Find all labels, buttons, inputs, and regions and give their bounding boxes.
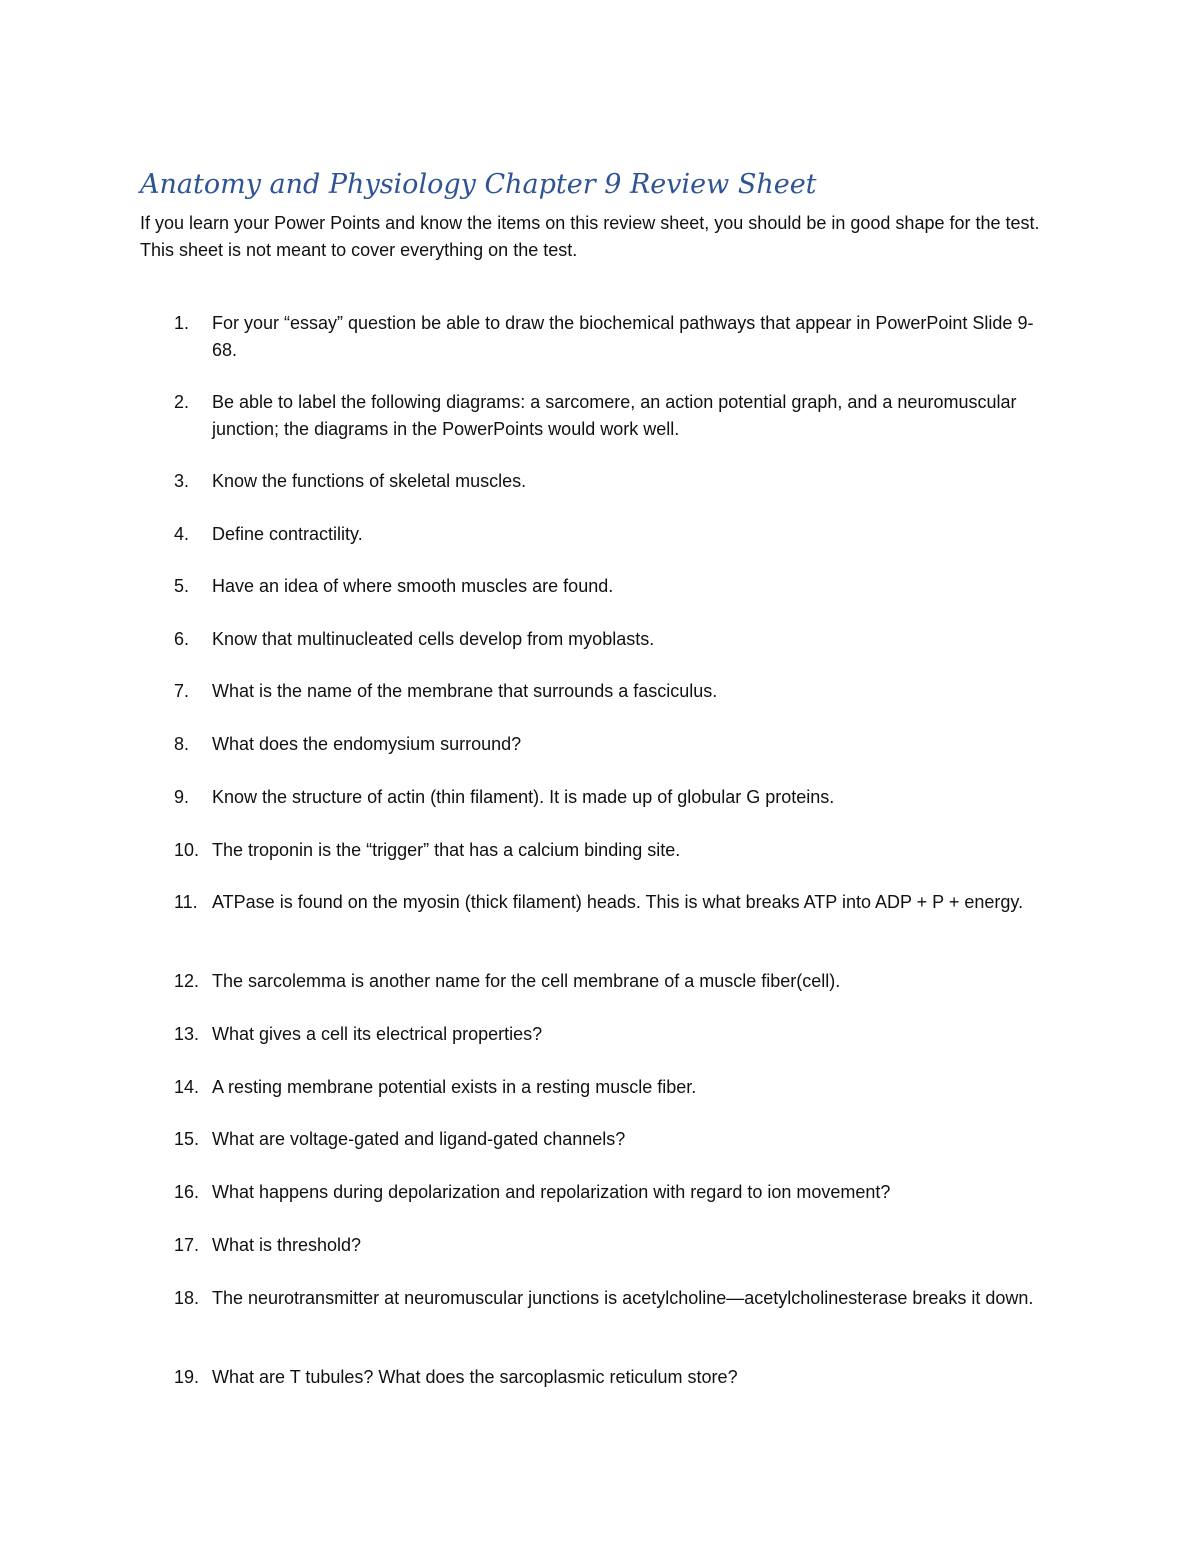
list-item [174,731,1054,758]
list-item-text: What are T tubules? What does the sarcoplasmic reticulum store? [212,1367,738,1387]
list-item [174,784,1054,811]
list-item-number: 6. [174,629,190,649]
list-item-number: 18. [174,1288,200,1308]
list-item-text: Have an idea of where smooth muscles are found. [212,576,614,596]
list-item-number: 11. [174,892,198,912]
list-item-text: The troponin is the “trigger” that has a calcium binding site. [212,840,681,860]
list-item [174,1179,1054,1206]
list-item [174,1021,1054,1048]
list-item-text: What are voltage-gated and ligand-gated channels? [212,1129,626,1149]
list-item [174,889,1054,916]
list-item [174,468,1054,495]
list-item-text: Know that multinucleated cells develop from myoblasts. [212,629,655,649]
list-item-number: 13. [174,1024,200,1044]
list-item [174,573,1054,600]
list-item [174,1285,1054,1312]
list-item-number: 15. [174,1129,200,1149]
list-item-text: What happens during depolarization and repolarization with regard to ion movement? [212,1182,891,1202]
list-item-number: 8. [174,734,190,754]
list-item-number: 3. [174,471,190,491]
list-item-number: 1. [174,313,190,333]
list-item-text: A resting membrane potential exists in a resting muscle fiber. [212,1077,697,1097]
list-item-text: ATPase is found on the myosin (thick filament) heads. This is what breaks ATP into ADP + P + energy. [212,892,1024,912]
list-item-text: What is the name of the membrane that surrounds a fasciculus. [212,681,718,701]
list-item-text: Define contractility. [212,524,363,544]
list-item [174,521,1054,548]
list-item-number: 10. [174,840,200,860]
list-item-text: What is threshold? [212,1235,362,1255]
list-item [174,1232,1054,1259]
list-item-text: The sarcolemma is another name for the cell membrane of a muscle fiber(cell). [212,971,841,991]
list-item [174,837,1054,864]
list-item [174,1074,1054,1101]
list-item [174,626,1054,653]
list-item-text: Know the structure of actin (thin filament). It is made up of globular G proteins. [212,787,835,807]
list-item [174,678,1054,705]
list-item [174,1364,1054,1391]
list-item-number: 5. [174,576,190,596]
list-item [174,310,1054,364]
intro-paragraph: If you learn your Power Points and know the items on this review sheet, you should be in good shape for the test. This sheet is not meant to cover everything on the test. [140,213,1040,260]
list-item-number: 7. [174,681,190,701]
list-item-text: Know the functions of skeletal muscles. [212,471,527,491]
list-item-text: What does the endomysium surround? [212,734,522,754]
list-item-number: 9. [174,787,190,807]
list-item-text: The neurotransmitter at neuromuscular junctions is acetylcholine—acetylcholinesterase breaks it down. [212,1288,1034,1308]
list-item-number: 16. [174,1182,200,1202]
list-item-text: What gives a cell its electrical properties? [212,1024,543,1044]
list-item-text: Be able to label the following diagrams: a sarcomere, an action potential graph, and a neuromuscular junction; the diagrams in the PowerPoints would work well. [212,392,1017,439]
list-item-number: 4. [174,524,190,544]
list-item-number: 12. [174,971,200,991]
list-item-number: 2. [174,392,190,412]
list-item-number: 14. [174,1077,200,1097]
list-item [174,968,1054,995]
list-item [174,389,1054,443]
list-item [174,1126,1054,1153]
list-item-text: For your “essay” question be able to draw the biochemical pathways that appear in PowerPoint Slide 9-68. [212,313,1034,360]
list-item-number: 17. [174,1235,200,1255]
page-title: Anatomy and Physiology Chapter 9 Review Sheet [140,169,817,200]
list-item-number: 19. [174,1367,200,1387]
